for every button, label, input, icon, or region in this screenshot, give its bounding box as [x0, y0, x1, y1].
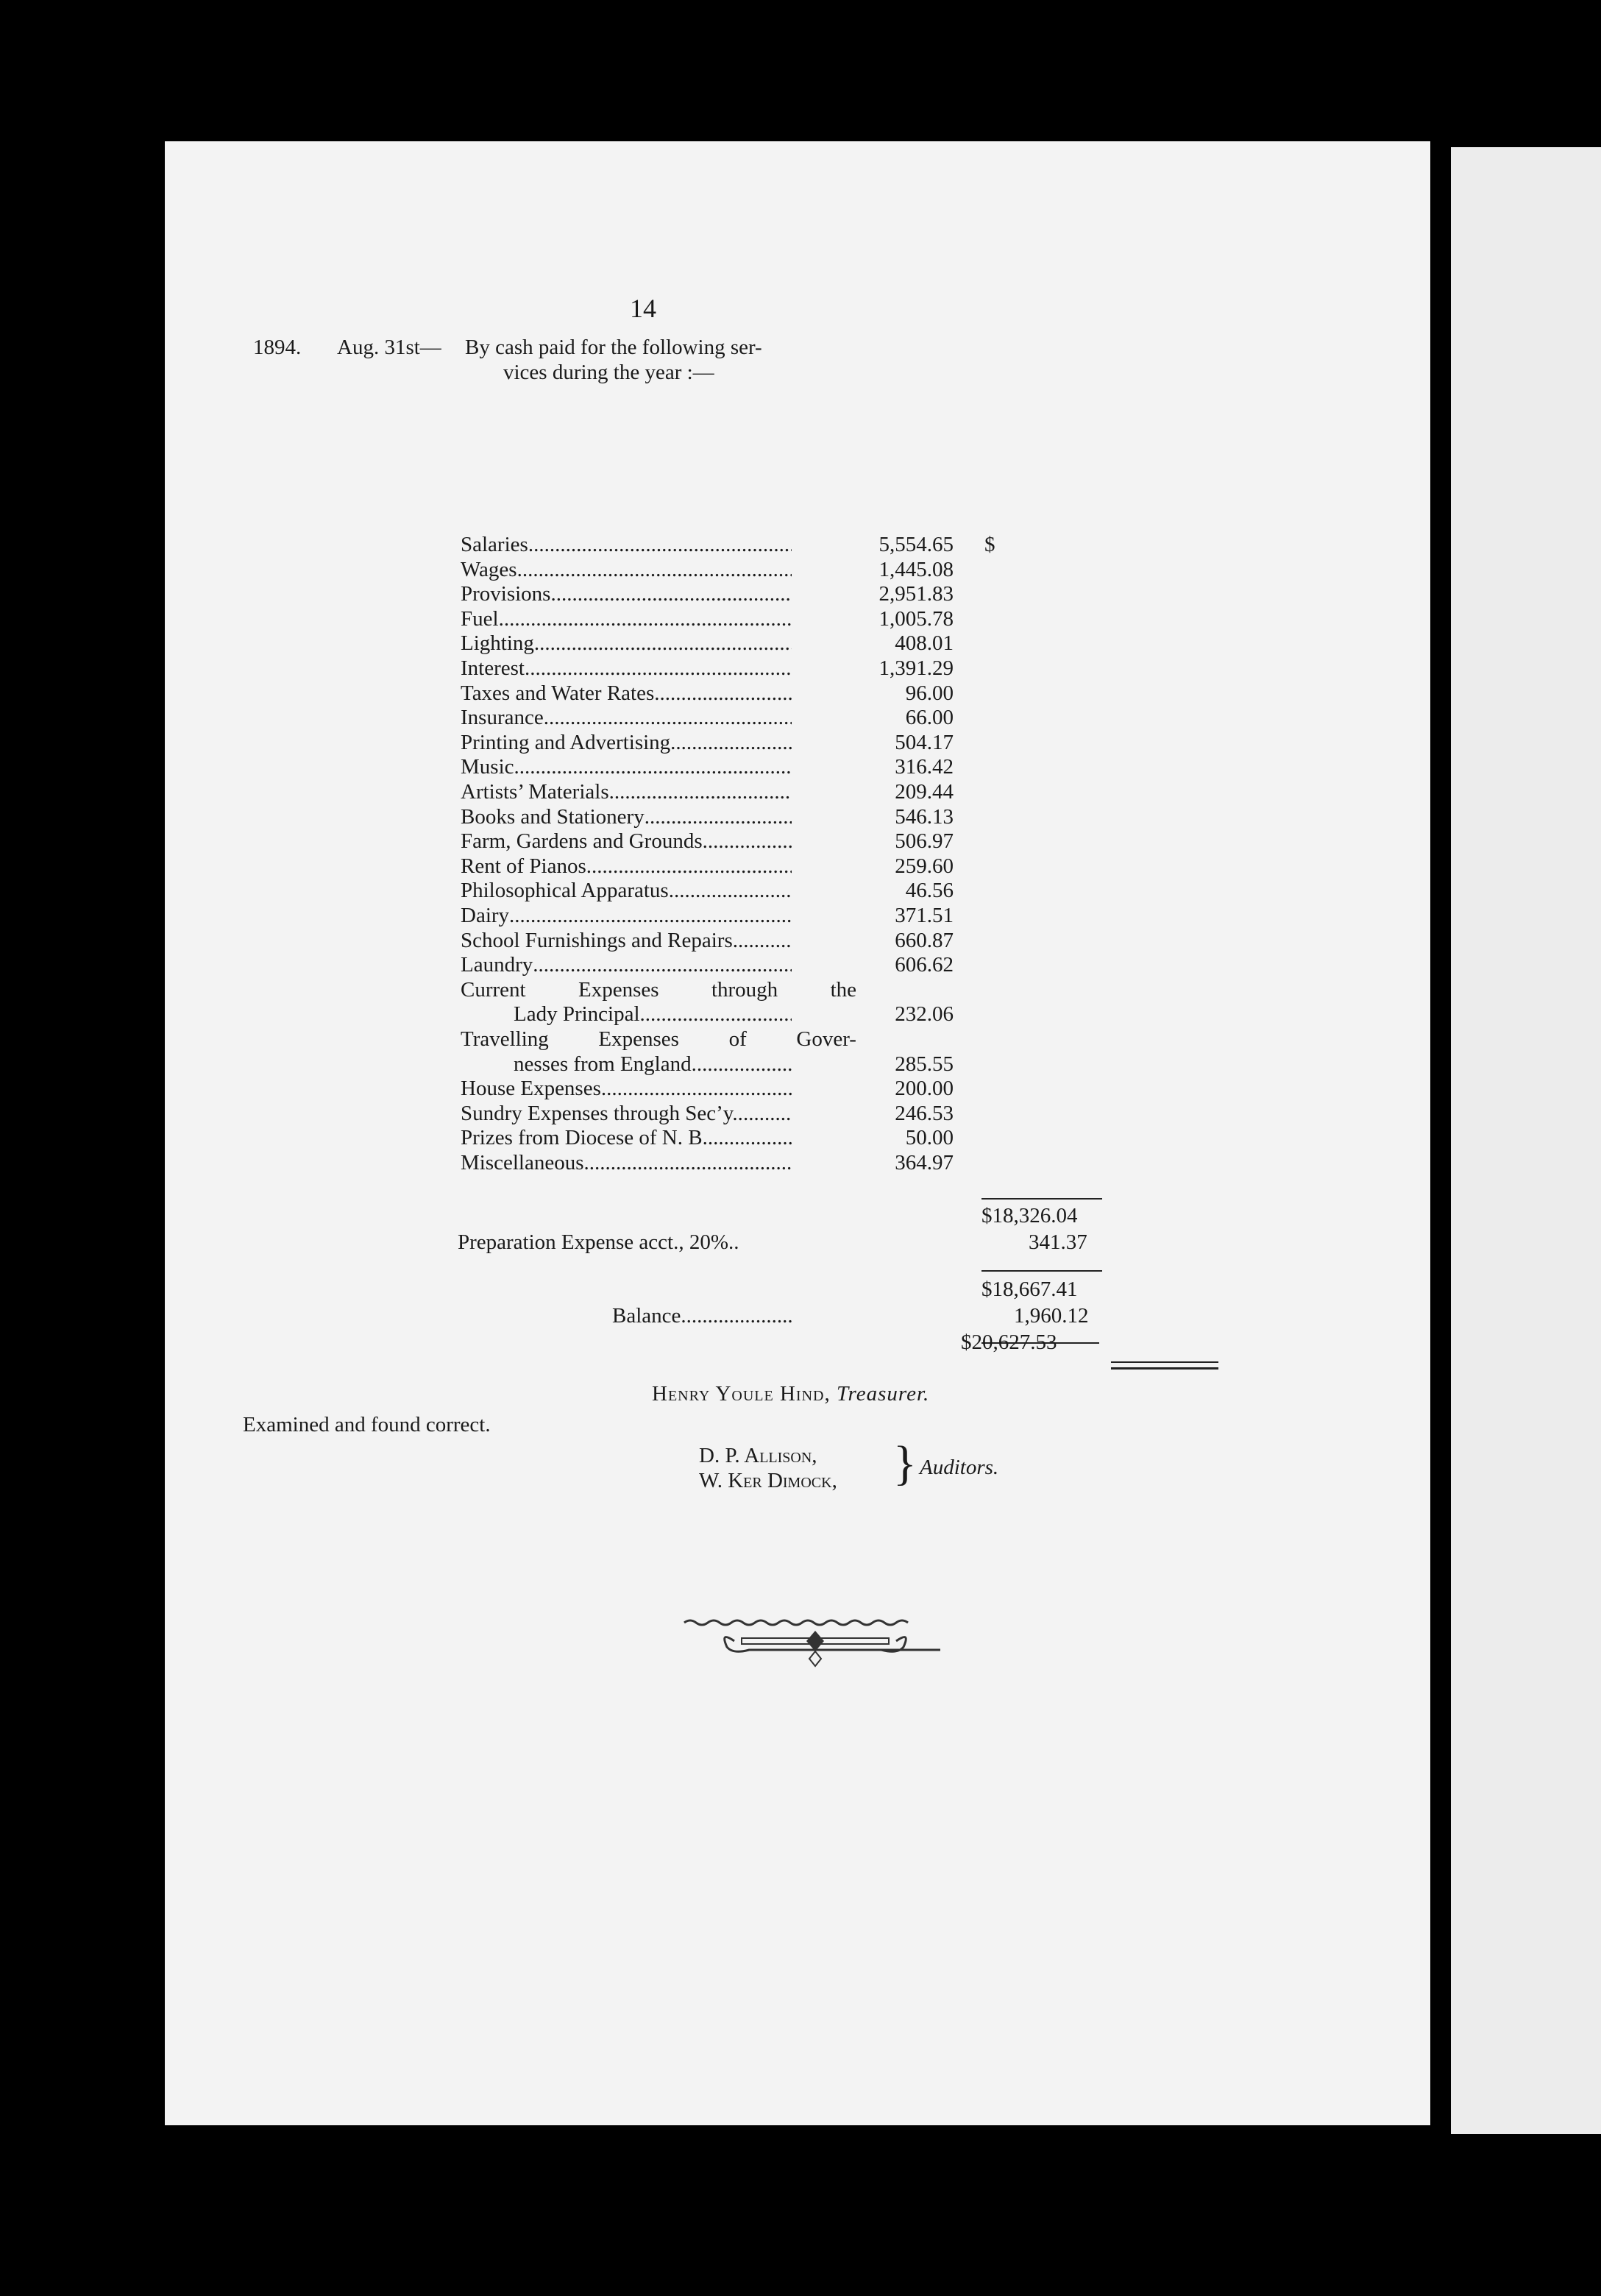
ledger-row-amount: 606.62	[895, 953, 954, 977]
ledger-row-label-line1	[461, 1027, 856, 1052]
ledger-row-label-word: of	[728, 1027, 747, 1051]
ledger-row-label: School Furnishings and Repairs..	[461, 928, 744, 952]
ledger-row	[461, 953, 792, 977]
ledger-row-amount: 408.01	[895, 631, 954, 656]
ledger-row-leader	[528, 533, 792, 557]
ledger-row-label: Salaries	[461, 533, 528, 556]
examined-note: Examined and found correct.	[243, 1413, 491, 1436]
ledger-row	[461, 1077, 792, 1101]
ornament-flourish-icon	[521, 1464, 948, 1685]
subtotal-1: $18,326.04	[981, 1204, 1078, 1227]
ledger-row-amount: 364.97	[895, 1151, 954, 1174]
ledger-row-label: Wages	[461, 557, 517, 581]
ledger-row-label: Sundry Expenses through Sec’y..	[461, 1101, 743, 1125]
ledger-row-amount: 1,391.29	[878, 656, 954, 680]
ledger-row-label: Rent of Pianos	[461, 854, 586, 878]
ledger-row-label-word: Gover-	[796, 1027, 856, 1051]
balance-leader	[681, 1304, 792, 1328]
subtotal-2: $18,667.41	[981, 1278, 1078, 1301]
ledger-row-leader	[692, 1052, 792, 1077]
ledger-row-leader	[640, 1002, 792, 1027]
treasurer-title: Treasurer.	[836, 1382, 930, 1406]
ledger-row-leader	[601, 1077, 792, 1101]
ledger-row-label: Taxes and Water Rates	[461, 681, 655, 705]
ledger-row-amount: 200.00	[895, 1077, 954, 1101]
ledger-row-amount: 660.87	[895, 928, 954, 952]
ledger-row-leader	[525, 656, 792, 681]
ledger-row-leader	[509, 904, 792, 928]
currency-symbol: $	[984, 533, 995, 556]
ledger-row-amount: 371.51	[895, 904, 954, 927]
ledger-row-label-word: the	[830, 977, 856, 1002]
ledger-row-leader	[586, 854, 792, 879]
auditor-name-1: D. P. Allison,	[699, 1444, 817, 1467]
auditors-label: Auditors.	[920, 1456, 999, 1479]
ledger-row-label: Dairy	[461, 904, 510, 927]
ledger-row-label-word: Expenses	[578, 977, 659, 1002]
ledger-row	[461, 656, 792, 681]
ledger-row-label: Miscellaneous	[461, 1151, 584, 1174]
auditor-name-2: W. Ker Dimock,	[699, 1469, 837, 1492]
ledger-row-amount: 46.56	[905, 879, 954, 903]
ledger-row-label-line1	[461, 978, 856, 1002]
ledger-row-label: House Expenses	[461, 1077, 601, 1101]
ledger-row-label-word: Expenses	[598, 1027, 679, 1051]
ledger-row-label: Prizes from Diocese of N. B	[461, 1126, 703, 1150]
ledger-row-leader	[743, 929, 792, 953]
entry-year: 1894.	[253, 336, 302, 359]
ledger-row-leader	[550, 582, 792, 606]
ledger-row-amount: 259.60	[895, 854, 954, 878]
balance-amount: 1,960.12	[1014, 1304, 1089, 1328]
subtotal-rule-1	[981, 1198, 1102, 1200]
ledger-row	[461, 755, 792, 779]
ledger-row-label-word: Current	[461, 977, 526, 1002]
ledger-row-amount: 2,951.83	[878, 582, 954, 606]
entry-date: Aug. 31st—	[337, 336, 441, 359]
auditors-brace: }	[893, 1436, 917, 1490]
grand-total: $20,627.53	[961, 1331, 1057, 1354]
entry-description-line2: vices during the year :—	[503, 361, 714, 384]
ledger-row	[461, 558, 792, 582]
ledger-row-amount: 232.06	[895, 1002, 954, 1027]
page-number: 14	[630, 294, 656, 323]
ledger-row-label: Interest	[461, 656, 525, 680]
ledger-row-leader	[534, 631, 792, 656]
ledger-row-leader	[669, 879, 792, 903]
ledger-row	[461, 829, 792, 854]
ledger-row-label: Lighting	[461, 631, 534, 656]
ledger-row-amount: 1,005.78	[878, 606, 954, 631]
ledger-row-amount: 5,554.65	[878, 533, 954, 556]
ledger-row	[461, 731, 792, 755]
ledger-row-amount: 50.00	[905, 1126, 954, 1150]
ledger-row	[461, 780, 792, 804]
ledger-row-label: Printing and Advertising	[461, 730, 671, 754]
ledger-row	[461, 929, 792, 953]
ledger-row-leader	[743, 1102, 792, 1126]
ledger-row-label: Laundry	[461, 953, 533, 977]
grand-total-rule-2	[1111, 1367, 1218, 1370]
ledger-row-leader	[703, 829, 792, 854]
ledger-row-amount: 246.53	[895, 1101, 954, 1125]
ledger-row-leader	[514, 755, 792, 779]
subtotal-rule-2	[981, 1270, 1102, 1272]
ledger-row	[461, 631, 792, 656]
ledger-row-amount: 285.55	[895, 1052, 954, 1076]
ledger-row-leader	[654, 681, 792, 706]
preparation-amount: 341.37	[1029, 1230, 1087, 1254]
entry-description-line1: By cash paid for the following ser-	[465, 336, 762, 359]
ledger-row-amount: 546.13	[895, 804, 954, 829]
ledger-row-leader	[609, 780, 792, 804]
ledger-row-leader	[670, 731, 792, 755]
ledger-row-amount: 209.44	[895, 780, 954, 804]
ledger-row-label: Books and Stationery	[461, 804, 645, 829]
ledger-row	[514, 1002, 792, 1027]
ledger-row-amount: 96.00	[905, 681, 954, 705]
ledger-row	[461, 805, 792, 829]
preparation-label: Preparation Expense acct., 20%..	[458, 1230, 739, 1254]
balance-row	[612, 1304, 792, 1328]
ledger-row-leader	[499, 607, 792, 631]
balance-label: Balance	[612, 1304, 681, 1328]
ledger-row-amount: 316.42	[895, 755, 954, 779]
ledger-row-leader	[517, 558, 792, 582]
ledger-row-label-word: through	[711, 977, 778, 1002]
ledger-row	[461, 1102, 792, 1126]
ledger-row-leader	[533, 953, 792, 977]
ledger-row-label: Artists’ Materials	[461, 780, 609, 804]
grand-total-rule-1	[1111, 1361, 1218, 1363]
treasurer-name: Henry Youle Hind,	[652, 1382, 831, 1406]
ledger-row	[461, 681, 792, 706]
ledger-row-amount: 1,445.08	[878, 557, 954, 581]
ledger-row-label: Fuel	[461, 606, 499, 631]
ledger-row	[461, 582, 792, 606]
ledger-row	[461, 1126, 792, 1150]
ledger-row-label: Philosophical Apparatus	[461, 879, 669, 903]
ledger-row-label: Insurance	[461, 706, 544, 730]
ledger-row	[461, 533, 792, 557]
ledger-row	[461, 879, 792, 903]
ledger-row-leader	[544, 706, 792, 730]
ledger-row	[514, 1052, 792, 1077]
ledger-row-leader	[703, 1126, 792, 1150]
ledger-row	[461, 854, 792, 879]
treasurer-signature	[652, 1382, 929, 1406]
ledger-row-amount: 66.00	[905, 706, 954, 730]
ledger-row-leader	[645, 805, 792, 829]
ledger-row	[461, 607, 792, 631]
ledger-row	[461, 904, 792, 928]
ledger-row-label-word: Travelling	[461, 1027, 549, 1051]
ledger-row	[461, 706, 792, 730]
ledger-row-amount: 504.17	[895, 730, 954, 754]
ledger-row-leader	[584, 1151, 792, 1175]
ledger-row-amount: 506.97	[895, 829, 954, 854]
ledger-row-label: Music	[461, 755, 514, 779]
ledger-row-label: Farm, Gardens and Grounds	[461, 829, 703, 854]
facing-page-edge	[1451, 147, 1601, 2134]
ledger-row-label-line2: nesses from England	[514, 1052, 692, 1076]
ledger-row-label-line2: Lady Principal	[514, 1002, 640, 1027]
ledger-row-label: Provisions	[461, 582, 551, 606]
ledger-row	[461, 1151, 792, 1175]
